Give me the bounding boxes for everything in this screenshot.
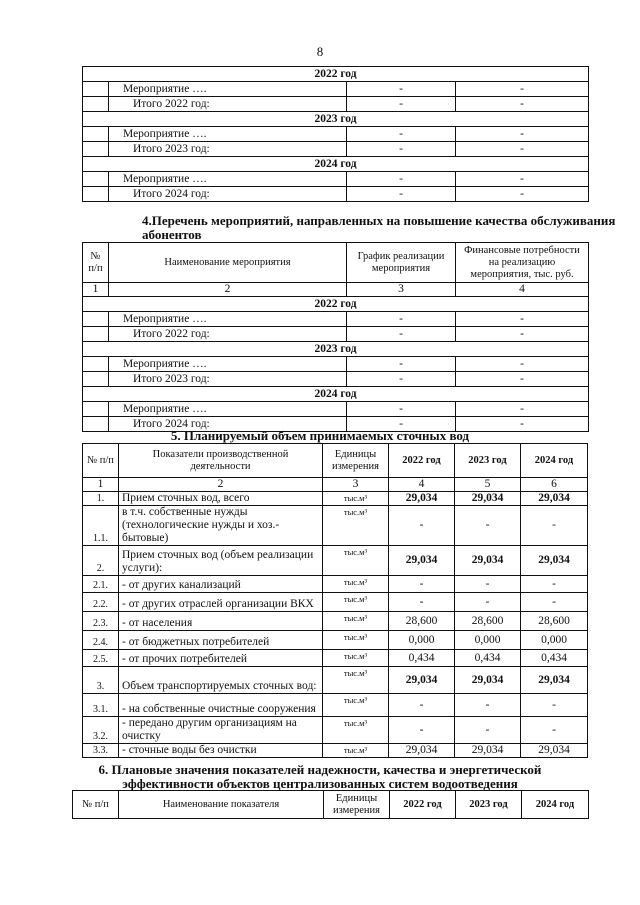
total-row — [83, 187, 589, 202]
col-number: 2 — [119, 478, 323, 492]
value-2023: 29,034 — [455, 546, 521, 576]
table-row — [83, 506, 588, 546]
section6-heading — [0, 763, 640, 791]
table-row — [83, 667, 588, 694]
finance-value: - — [456, 82, 589, 97]
measure-label: Мероприятие …. — [109, 312, 347, 327]
table-row — [83, 744, 588, 758]
finance-value: - — [456, 127, 589, 142]
finance-value: - — [456, 417, 589, 432]
value-2022: 29,034 — [389, 492, 455, 506]
header-name: Наименование мероприятия — [109, 243, 347, 283]
value-2023: 29,034 — [455, 667, 521, 694]
section4-heading-line2: абонентов — [142, 227, 202, 242]
finance-value: - — [456, 142, 589, 157]
schedule-value: - — [347, 142, 456, 157]
measure-label: Мероприятие …. — [109, 357, 347, 372]
schedule-value: - — [347, 312, 456, 327]
indicator-name: - на собственные очистные сооружения — [119, 694, 323, 717]
column-number-row — [83, 478, 588, 492]
unit: тыс.м³ — [323, 612, 389, 631]
total-row — [83, 142, 589, 157]
value-2023: 28,600 — [455, 612, 521, 631]
finance-value: - — [456, 327, 589, 342]
row-number: 3. — [83, 667, 119, 694]
unit: тыс.м³ — [323, 492, 389, 506]
header-indicator: Показатели производственной деятельности — [119, 444, 323, 478]
row-number: 2. — [83, 546, 119, 576]
finance-value: - — [456, 97, 589, 112]
value-2023: 29,034 — [455, 744, 521, 758]
indicator-name: - от бюджетных потребителей — [119, 631, 323, 650]
finance-value: - — [456, 372, 589, 387]
year-label: 2022 год — [83, 67, 589, 82]
header-indicator-name: Наименование показателя — [119, 791, 324, 819]
schedule-value: - — [347, 127, 456, 142]
schedule-value: - — [347, 417, 456, 432]
row-number: 3.1. — [83, 694, 119, 717]
header-year-2022: 2022 год — [389, 444, 455, 478]
total-label: Итого 2024 год: — [109, 417, 347, 432]
value-2022: 29,034 — [389, 546, 455, 576]
total-label: Итого 2023 год: — [109, 372, 347, 387]
value-2023: 29,034 — [455, 492, 521, 506]
value-2024: - — [521, 593, 588, 612]
schedule-value: - — [347, 97, 456, 112]
value-2024: - — [521, 506, 588, 546]
value-2022: - — [389, 694, 455, 717]
finance-value: - — [456, 312, 589, 327]
measure-label: Мероприятие …. — [109, 402, 347, 417]
header-year-2023: 2023 год — [455, 444, 521, 478]
value-2024: 29,034 — [521, 667, 588, 694]
indicator-name: Объем транспортируемых сточных вод: — [119, 667, 323, 694]
unit: тыс.м³ — [323, 694, 389, 717]
col-number: 1 — [83, 478, 119, 492]
table-row — [83, 650, 588, 667]
header-year-2023: 2023 год — [456, 791, 522, 819]
indicator-name: в т.ч. собственные нужды (технологические нужды и хоз.-бытовые) — [119, 506, 323, 546]
header-year-2024: 2024 год — [521, 444, 588, 478]
table-row — [83, 612, 588, 631]
finance-value: - — [456, 187, 589, 202]
total-label: Итого 2023 год: — [109, 142, 347, 157]
col-number: 4 — [456, 283, 589, 297]
row-number: 2.4. — [83, 631, 119, 650]
year-row — [83, 297, 589, 312]
table-row — [83, 576, 588, 593]
value-2023: - — [455, 506, 521, 546]
table-header-row — [83, 444, 588, 478]
row-number: 3.2. — [83, 717, 119, 744]
year-label: 2023 год — [83, 342, 589, 357]
year-row — [83, 157, 589, 172]
header-num: № п/п — [83, 444, 119, 478]
value-2024: - — [521, 717, 588, 744]
row-number: 1.1. — [83, 506, 119, 546]
col-number: 5 — [455, 478, 521, 492]
measure-label: Мероприятие …. — [109, 172, 347, 187]
row-number: 3.3. — [83, 744, 119, 758]
table-row — [83, 593, 588, 612]
unit: тыс.м³ — [323, 506, 389, 546]
col-number: 4 — [389, 478, 455, 492]
table-section6 — [72, 790, 589, 819]
header-year-2024: 2024 год — [522, 791, 589, 819]
total-label: Итого 2022 год: — [109, 97, 347, 112]
value-2024: 0,000 — [521, 631, 588, 650]
value-2023: 0,000 — [455, 631, 521, 650]
finance-value: - — [456, 402, 589, 417]
unit: тыс.м³ — [323, 667, 389, 694]
value-2022: - — [389, 593, 455, 612]
value-2024: - — [521, 694, 588, 717]
year-label: 2024 год — [83, 157, 589, 172]
value-2024: 28,600 — [521, 612, 588, 631]
total-label: Итого 2024 год: — [109, 187, 347, 202]
row-num-cell — [83, 187, 109, 202]
row-num-cell — [83, 82, 109, 97]
value-2022: - — [389, 576, 455, 593]
year-row — [83, 112, 589, 127]
finance-value: - — [456, 357, 589, 372]
unit: тыс.м³ — [323, 593, 389, 612]
table-row — [83, 717, 588, 744]
table-section5 — [82, 443, 588, 758]
row-num-cell — [83, 142, 109, 157]
row-num-cell — [83, 172, 109, 187]
value-2023: - — [455, 576, 521, 593]
measure-row — [83, 82, 589, 97]
year-label: 2022 год — [83, 297, 589, 312]
table-header-row — [83, 243, 589, 283]
value-2022: - — [389, 506, 455, 546]
value-2023: - — [455, 694, 521, 717]
col-number: 3 — [347, 283, 456, 297]
header-schedule: График реализации мероприятия — [347, 243, 456, 283]
header-num: № п/п — [73, 791, 119, 819]
table-section4 — [82, 242, 589, 432]
indicator-name: - от других канализаций — [119, 576, 323, 593]
page-number: 8 — [316, 44, 324, 59]
value-2024: 29,034 — [521, 546, 588, 576]
measure-label: Мероприятие …. — [109, 82, 347, 97]
value-2022: 0,000 — [389, 631, 455, 650]
schedule-value: - — [347, 402, 456, 417]
value-2024: - — [521, 576, 588, 593]
row-number: 1. — [83, 492, 119, 506]
total-row — [83, 97, 589, 112]
column-number-row — [83, 283, 589, 297]
col-number: 6 — [521, 478, 588, 492]
section4-heading-line1: 4.Перечень мероприятий, направленных на повышение качества обслуживания — [142, 213, 616, 228]
measure-row — [83, 312, 589, 327]
total-row — [83, 327, 589, 342]
indicator-name: - сточные воды без очистки — [119, 744, 323, 758]
value-2024: 29,034 — [521, 492, 588, 506]
schedule-value: - — [347, 357, 456, 372]
value-2024: 29,034 — [521, 744, 588, 758]
schedule-value: - — [347, 172, 456, 187]
year-row — [83, 67, 589, 82]
indicator-name: - от других отраслей организации ВКХ — [119, 593, 323, 612]
row-num-cell — [83, 372, 109, 387]
schedule-value: - — [347, 187, 456, 202]
year-row — [83, 387, 589, 402]
value-2023: 0,434 — [455, 650, 521, 667]
row-num-cell — [83, 357, 109, 372]
value-2024: 0,434 — [521, 650, 588, 667]
measure-row — [83, 357, 589, 372]
unit: тыс.м³ — [323, 546, 389, 576]
header-finance: Финансовые потребности на реализацию мероприятия, тыс. руб. — [456, 243, 589, 283]
unit: тыс.м³ — [323, 717, 389, 744]
table-row — [83, 492, 588, 506]
row-num-cell — [83, 97, 109, 112]
section5-heading: 5. Планируемый объем принимаемых сточных вод — [170, 428, 470, 443]
value-2022: 0,434 — [389, 650, 455, 667]
header-num: № п/п — [83, 243, 109, 283]
year-label: 2023 год — [83, 112, 589, 127]
schedule-value: - — [347, 372, 456, 387]
total-row — [83, 372, 589, 387]
year-row — [83, 342, 589, 357]
section4-heading — [142, 214, 615, 242]
row-num-cell — [83, 402, 109, 417]
table-row — [83, 546, 588, 576]
unit: тыс.м³ — [323, 650, 389, 667]
row-num-cell — [83, 327, 109, 342]
col-number: 2 — [109, 283, 347, 297]
indicator-name: - от прочих потребителей — [119, 650, 323, 667]
schedule-value: - — [347, 82, 456, 97]
row-num-cell — [83, 127, 109, 142]
value-2022: 29,034 — [389, 667, 455, 694]
col-number: 3 — [323, 478, 389, 492]
unit: тыс.м³ — [323, 744, 389, 758]
col-number: 1 — [83, 283, 109, 297]
finance-value: - — [456, 172, 589, 187]
unit: тыс.м³ — [323, 576, 389, 593]
table-row — [83, 694, 588, 717]
value-2023: - — [455, 593, 521, 612]
measure-row — [83, 172, 589, 187]
header-unit: Единицы измерения — [323, 444, 389, 478]
table-prev — [82, 66, 589, 202]
schedule-value: - — [347, 327, 456, 342]
value-2023: - — [455, 717, 521, 744]
row-number: 2.2. — [83, 593, 119, 612]
row-num-cell — [83, 312, 109, 327]
row-number: 2.1. — [83, 576, 119, 593]
row-number: 2.5. — [83, 650, 119, 667]
indicator-name: - передано другим организациям на очистку — [119, 717, 323, 744]
header-year-2022: 2022 год — [390, 791, 456, 819]
measure-row — [83, 402, 589, 417]
value-2022: - — [389, 717, 455, 744]
value-2022: 28,600 — [389, 612, 455, 631]
unit: тыс.м³ — [323, 631, 389, 650]
value-2022: 29,034 — [389, 744, 455, 758]
indicator-name: - от населения — [119, 612, 323, 631]
measure-row — [83, 127, 589, 142]
table-header-row — [73, 791, 589, 819]
table-row — [83, 631, 588, 650]
measure-label: Мероприятие …. — [109, 127, 347, 142]
row-number: 2.3. — [83, 612, 119, 631]
indicator-name: Прием сточных вод (объем реализации услуги): — [119, 546, 323, 576]
section6-heading-line1: 6. Плановые значения показателей надежности, качества и энергетической — [98, 762, 542, 777]
section6-heading-line2: эффективности объектов централизованных систем водоотведения — [122, 776, 518, 791]
indicator-name: Прием сточных вод, всего — [119, 492, 323, 506]
total-label: Итого 2022 год: — [109, 327, 347, 342]
year-label: 2024 год — [83, 387, 589, 402]
header-unit: Единицы измерения — [324, 791, 390, 819]
